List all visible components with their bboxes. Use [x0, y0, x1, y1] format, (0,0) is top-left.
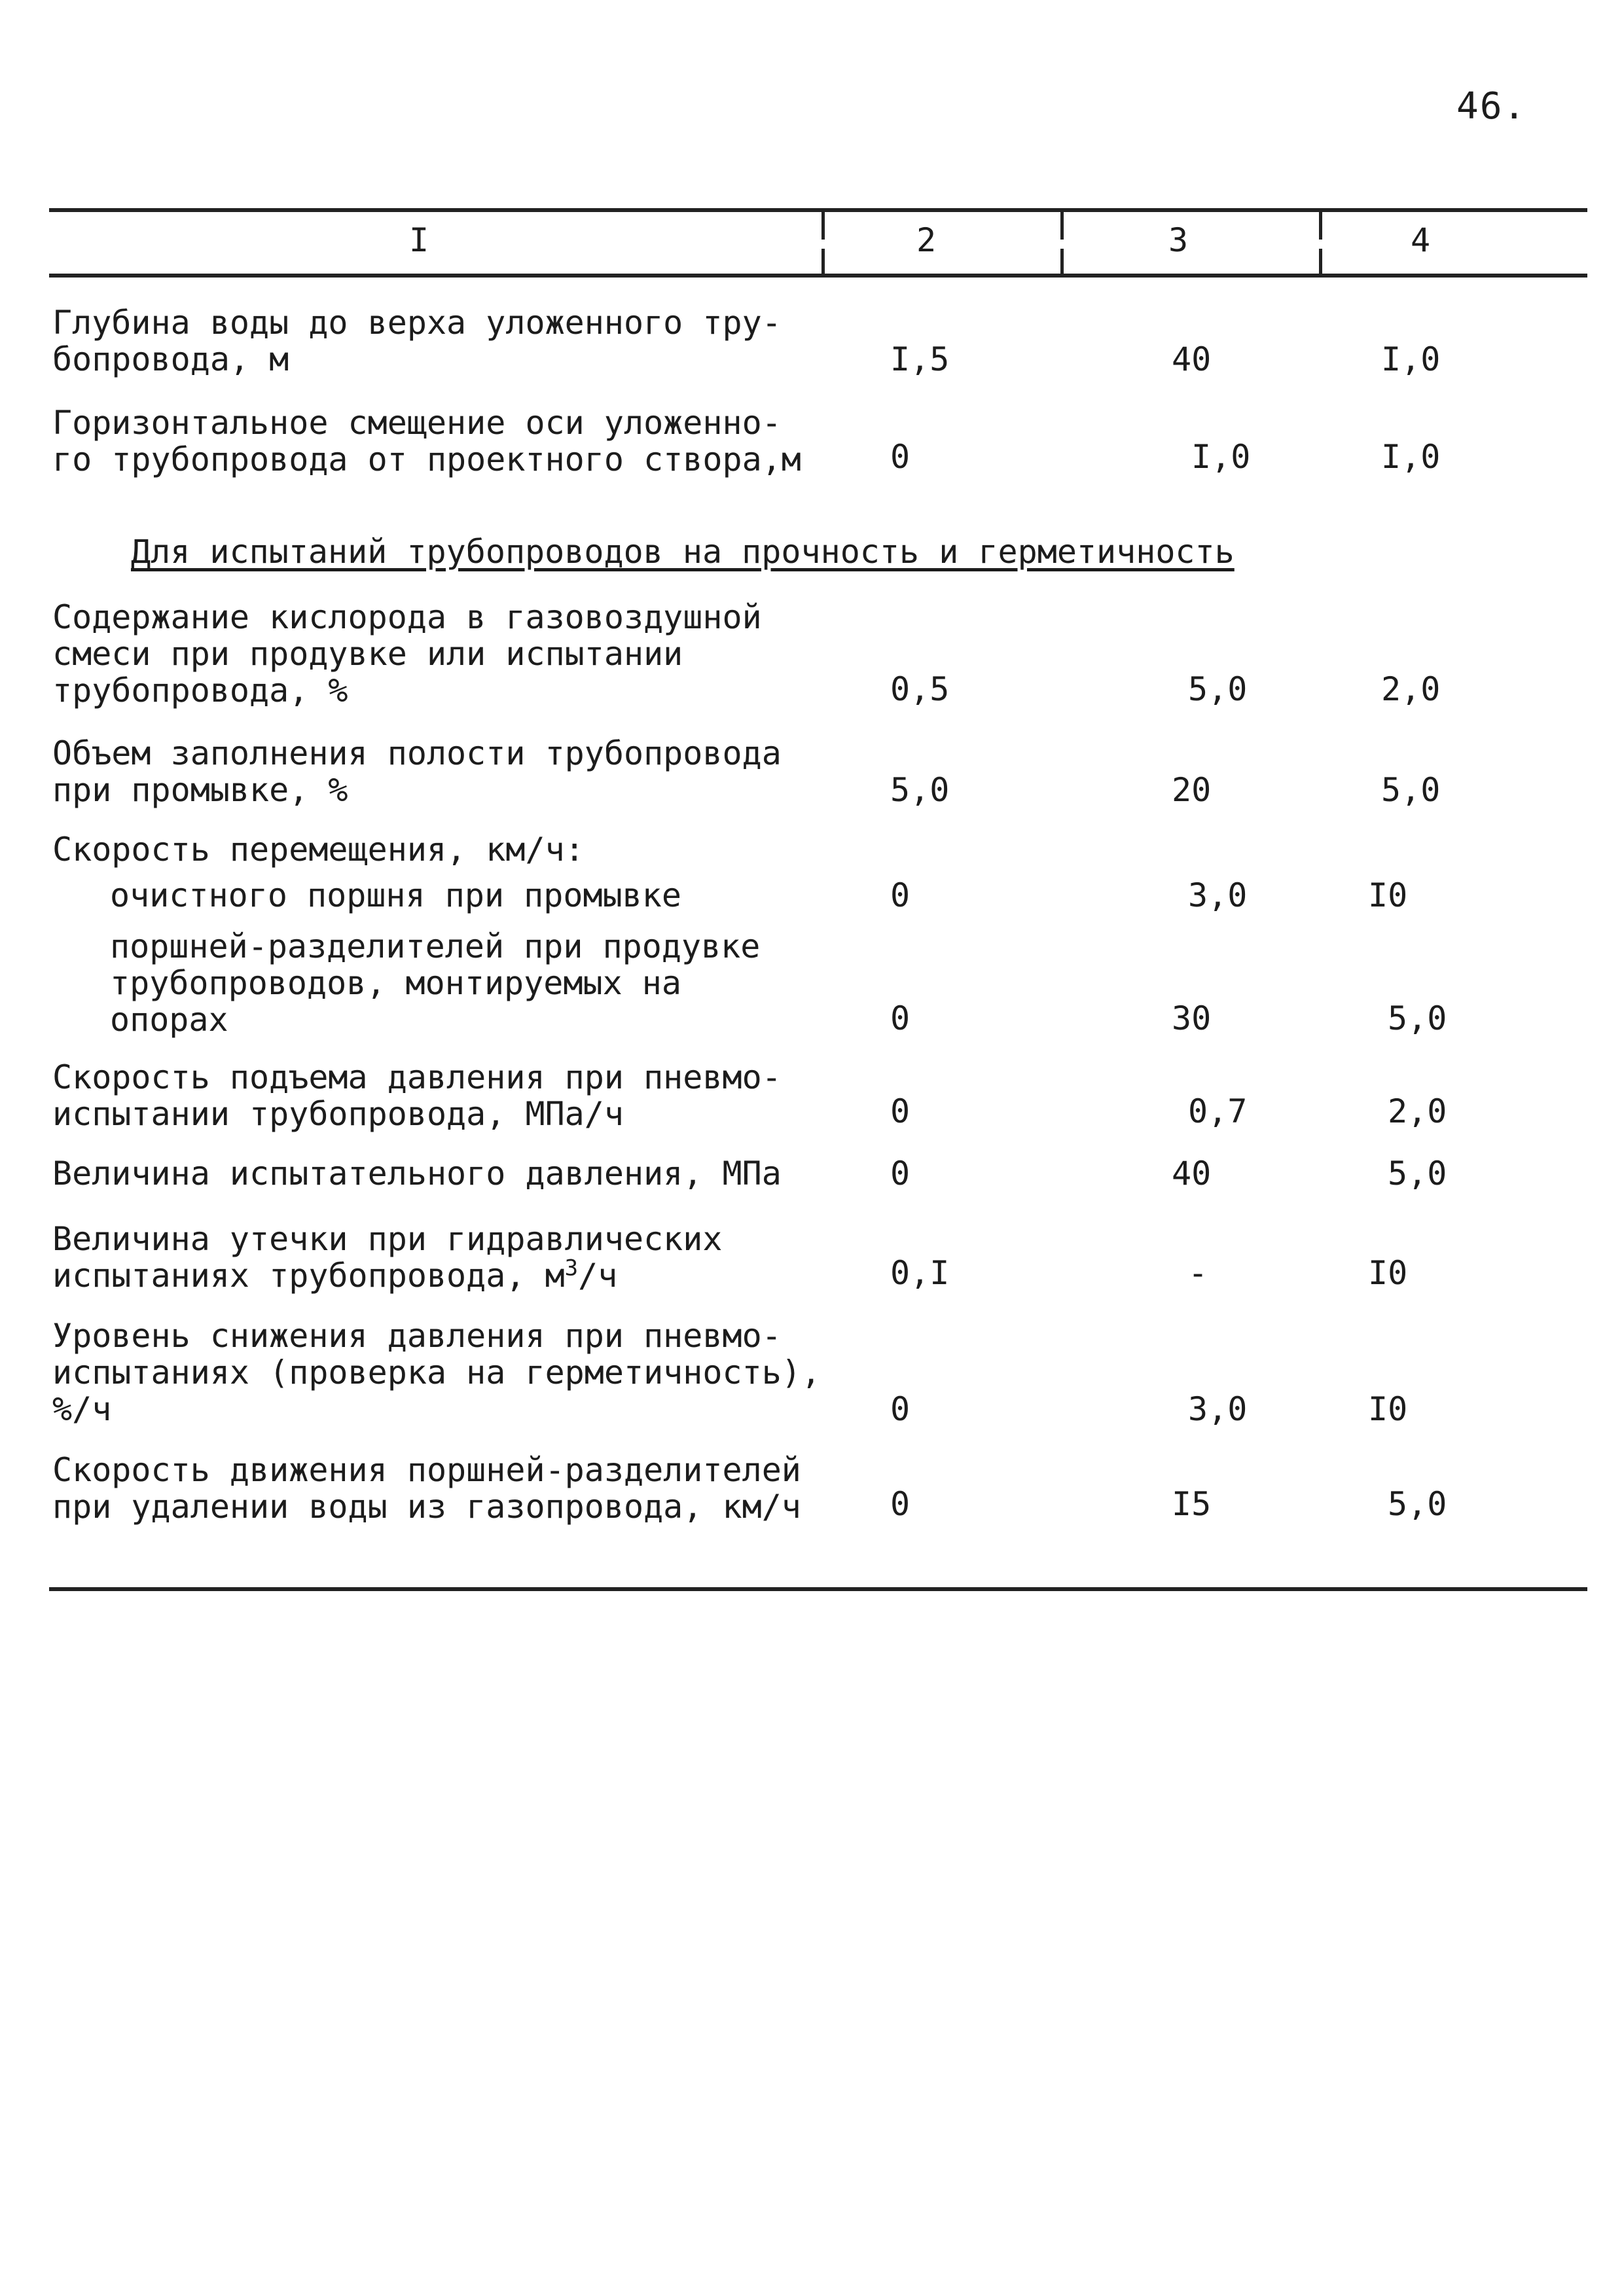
cell-col-4: 5,0	[1388, 999, 1447, 1037]
row-label: Скорость подъема давления при пневмо- испытании трубопровода, МПа/ч	[52, 1058, 782, 1133]
cell-col-2: 0,I	[890, 1254, 950, 1292]
row-label: Величина испытательного давления, МПа	[52, 1155, 782, 1193]
cell-col-3: I5	[1172, 1485, 1212, 1523]
row-label: Скорость движения поршней-разделителей при удалении воды из газопровода, км/ч	[52, 1451, 801, 1526]
cell-col-2: 0	[890, 1155, 911, 1193]
column-separator	[1060, 211, 1064, 274]
cell-col-2: 0	[890, 1092, 911, 1130]
cell-col-3: 3,0	[1188, 1390, 1248, 1428]
cell-col-2: 0	[890, 1390, 911, 1428]
cell-col-3: 3,0	[1188, 876, 1248, 914]
row-label: поршней-разделителей при продувке трубопроводов, монтируемых на опорах	[110, 927, 761, 1039]
cell-col-3: 40	[1172, 340, 1212, 378]
page-number: 46.	[1456, 85, 1527, 128]
cell-col-2: 0	[890, 1485, 911, 1523]
cell-col-2: 5,0	[890, 771, 950, 809]
cell-col-4: I0	[1368, 1254, 1408, 1292]
cell-col-2: 0,5	[890, 670, 950, 708]
table-top-rule	[49, 208, 1587, 212]
row-label-unit: /ч	[578, 1257, 618, 1295]
cell-col-4: 2,0	[1381, 670, 1441, 708]
row-label: Горизонтальное смещение оси уложенно- го трубопровода от проектного створа,м	[52, 404, 801, 478]
cell-col-4: 5,0	[1381, 771, 1441, 809]
row-label-text: Величина утечки при гидравлических испытаниях трубопровода, м	[52, 1220, 723, 1295]
table-header-rule	[49, 274, 1587, 278]
row-label	[52, 1221, 864, 1294]
cell-col-2: 0	[890, 999, 911, 1037]
column-separator	[821, 211, 825, 274]
cell-col-2: 0	[890, 876, 911, 914]
column-header-1: I	[408, 221, 429, 259]
row-label: Скорость перемещения, км/ч:	[52, 831, 585, 869]
cell-col-3: 40	[1172, 1155, 1212, 1193]
cell-col-4: 5,0	[1388, 1155, 1447, 1193]
cell-col-3: 0,7	[1188, 1092, 1248, 1130]
column-header-3: 3	[1168, 221, 1189, 259]
row-label: Глубина воды до верха уложенного тру- бопровода, м	[52, 304, 782, 378]
cell-col-2: I,5	[890, 340, 950, 378]
row-label: очистного поршня при промывке	[110, 876, 681, 914]
cell-col-3: I,0	[1191, 438, 1251, 476]
column-header-2: 2	[916, 221, 937, 259]
cell-col-4: I0	[1368, 876, 1408, 914]
cell-col-4: 5,0	[1388, 1485, 1447, 1523]
cell-col-4: 2,0	[1388, 1092, 1447, 1130]
cell-col-4: I,0	[1381, 438, 1441, 476]
superscript: 3	[564, 1255, 579, 1282]
section-heading: Для испытаний трубопроводов на прочность и герметичность	[131, 533, 1235, 571]
row-label: Объем заполнения полости трубопровода при промывке, %	[52, 734, 782, 809]
cell-col-3: -	[1188, 1254, 1208, 1292]
column-header-4: 4	[1410, 221, 1431, 259]
cell-col-4: I,0	[1381, 340, 1441, 378]
cell-col-3: 30	[1172, 999, 1212, 1037]
table-bottom-rule	[49, 1587, 1587, 1591]
cell-col-3: 5,0	[1188, 670, 1248, 708]
row-label: Уровень снижения давления при пневмо- испытаниях (проверка на герметичность), %/ч	[52, 1317, 821, 1428]
row-label: Содержание кислорода в газовоздушной смеси при продувке или испытании трубопровода, %	[52, 598, 762, 709]
cell-col-2: 0	[890, 438, 911, 476]
column-separator	[1319, 211, 1322, 274]
cell-col-3: 20	[1172, 771, 1212, 809]
cell-col-4: I0	[1368, 1390, 1408, 1428]
